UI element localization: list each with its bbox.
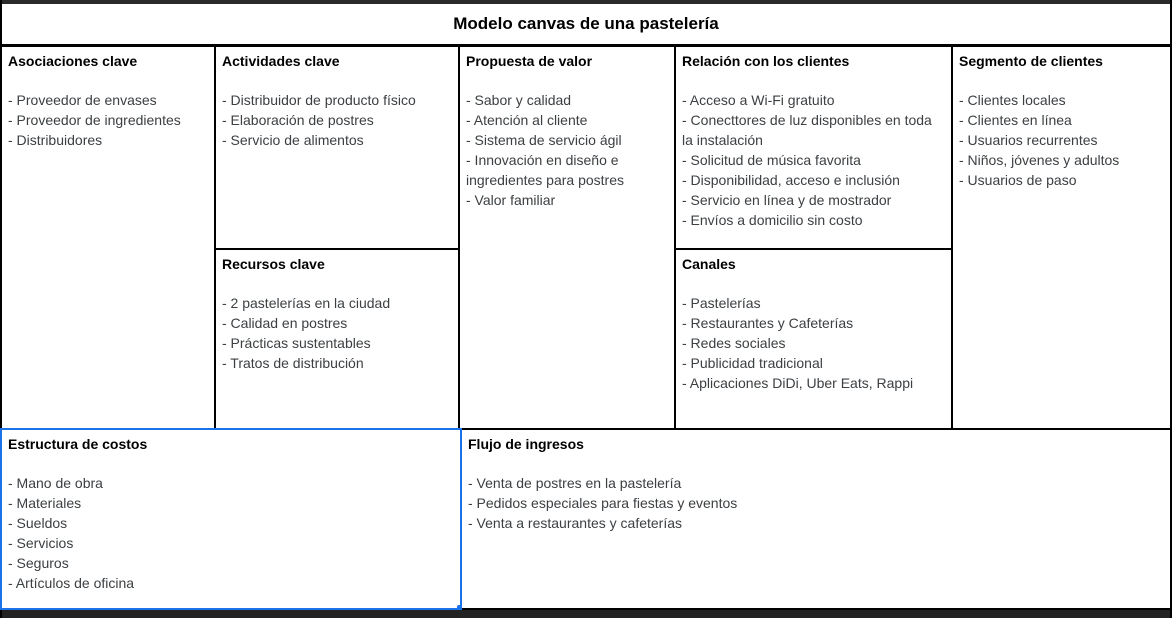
list-item: - Tratos de distribución [222, 355, 364, 371]
cell-recursos-clave[interactable] [216, 250, 458, 428]
heading-estructura-de-costos: Estructura de costos [8, 436, 148, 452]
cell-actividades-clave[interactable] [216, 47, 458, 250]
list-item: - Artículos de oficina [8, 575, 135, 591]
column-relacion-canales [676, 47, 953, 428]
list-item: - Venta a restaurantes y cafeterías [468, 515, 683, 531]
items-estructura-de-costos [8, 473, 454, 593]
items-recursos-clave [222, 293, 452, 373]
list-item: - Servicio en línea y de mostrador [682, 192, 892, 208]
list-item: - Innovación en diseño e ingredientes para postres [466, 152, 624, 188]
items-relacion-con-los-clientes [682, 90, 945, 230]
items-canales [682, 293, 945, 393]
canvas-title-row[interactable] [2, 4, 1170, 47]
cell-relacion-con-los-clientes[interactable] [676, 47, 951, 250]
list-item: - Envíos a domicilio sin costo [682, 212, 863, 228]
list-item: - Restaurantes y Cafeterías [682, 315, 854, 331]
list-item: - Servicio de alimentos [222, 132, 364, 148]
list-item: - Elaboración de postres [222, 112, 374, 128]
cell-flujo-de-ingresos[interactable] [462, 428, 1170, 610]
list-item: - Solicitud de música favorita [682, 152, 861, 168]
list-item: - Conecttores de luz disponibles en toda la instalación [682, 112, 932, 148]
list-item: - Usuarios de paso [959, 172, 1077, 188]
list-item: - Sistema de servicio ágil [466, 132, 622, 148]
bottom-border-strip [2, 610, 1170, 618]
column-actividades-recursos [216, 47, 460, 428]
list-item: - Sueldos [8, 515, 68, 531]
cell-propuesta-de-valor[interactable] [460, 47, 674, 428]
list-item: - Acceso a Wi-Fi gratuito [682, 92, 835, 108]
heading-flujo-de-ingresos: Flujo de ingresos [468, 436, 584, 452]
cell-segmento-de-clientes[interactable] [953, 47, 1170, 428]
list-item: - Materiales [8, 495, 82, 511]
list-item: - Sabor y calidad [466, 92, 572, 108]
heading-canales: Canales [682, 256, 736, 272]
list-item: - Redes sociales [682, 335, 786, 351]
heading-asociaciones-clave: Asociaciones clave [8, 53, 138, 69]
heading-propuesta-de-valor: Propuesta de valor [466, 53, 593, 69]
items-flujo-de-ingresos [468, 473, 1164, 533]
list-item: - Mano de obra [8, 475, 103, 491]
cell-canales[interactable] [676, 250, 951, 428]
heading-recursos-clave: Recursos clave [222, 256, 325, 272]
list-item: - Pastelerías [682, 295, 761, 311]
canvas-main-row [2, 47, 1170, 428]
column-segmento [953, 47, 1170, 428]
cell-asociaciones-clave[interactable] [2, 47, 214, 428]
list-item: - Aplicaciones DiDi, Uber Eats, Rappi [682, 375, 914, 391]
list-item: - Clientes locales [959, 92, 1066, 108]
canvas-title: Modelo canvas de una pastelería [453, 14, 719, 33]
list-item: - Distribuidores [8, 132, 103, 148]
cell-estructura-de-costos-selected[interactable] [0, 428, 462, 610]
list-item: - Prácticas sustentables [222, 335, 371, 351]
items-propuesta-de-valor [466, 90, 668, 210]
list-item: - Publicidad tradicional [682, 355, 823, 371]
list-item: - Servicios [8, 535, 74, 551]
list-item: - Calidad en postres [222, 315, 348, 331]
list-item: - Clientes en línea [959, 112, 1072, 128]
items-segmento-de-clientes [959, 90, 1164, 190]
heading-segmento-de-clientes: Segmento de clientes [959, 53, 1103, 69]
heading-relacion-con-los-clientes: Relación con los clientes [682, 53, 850, 69]
canvas-bottom-row [2, 428, 1170, 610]
list-item: - 2 pastelerías en la ciudad [222, 295, 391, 311]
list-item: - Atención al cliente [466, 112, 588, 128]
list-item: - Venta de postres en la pastelería [468, 475, 682, 491]
heading-actividades-clave: Actividades clave [222, 53, 340, 69]
column-propuesta [460, 47, 676, 428]
list-item: - Distribuidor de producto físico [222, 92, 416, 108]
column-asociaciones [2, 47, 216, 428]
list-item: - Valor familiar [466, 192, 556, 208]
list-item: - Disponibilidad, acceso e inclusión [682, 172, 900, 188]
items-actividades-clave [222, 90, 452, 150]
items-asociaciones-clave [8, 90, 208, 150]
list-item: - Proveedor de envases [8, 92, 157, 108]
list-item: - Seguros [8, 555, 69, 571]
list-item: - Usuarios recurrentes [959, 132, 1098, 148]
list-item: - Proveedor de ingredientes [8, 112, 181, 128]
selection-drag-handle[interactable] [457, 605, 462, 610]
list-item: - Niños, jóvenes y adultos [959, 152, 1120, 168]
list-item: - Pedidos especiales para fiestas y eventos [468, 495, 738, 511]
